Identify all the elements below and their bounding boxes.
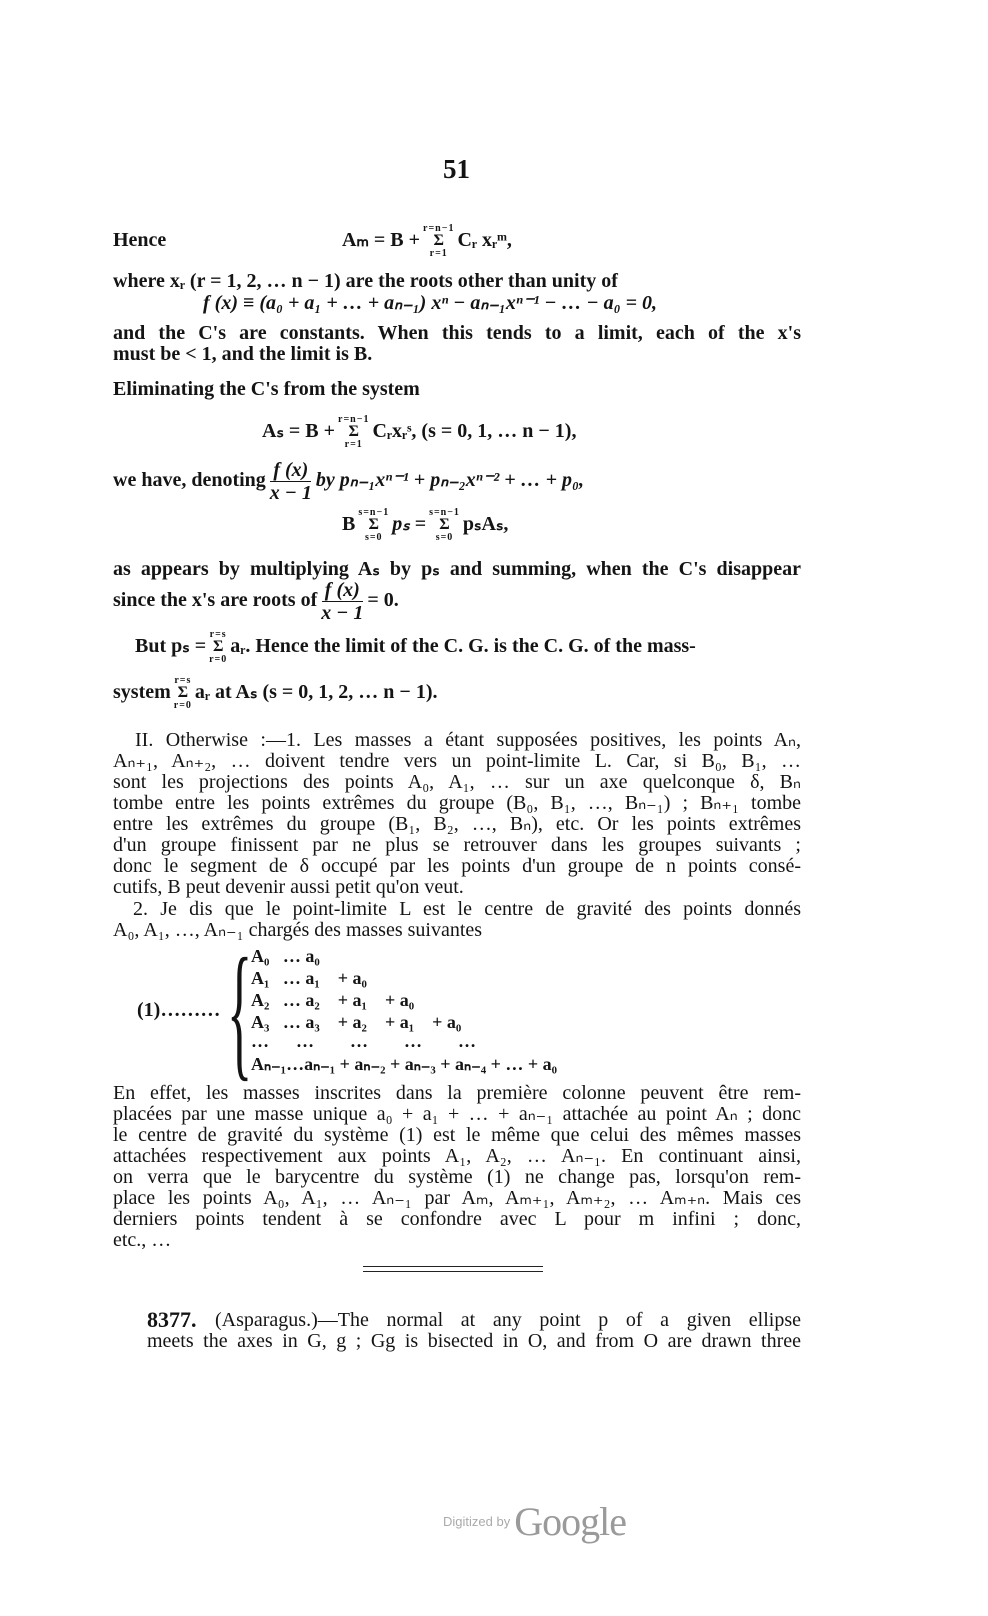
en-effet-line: on verra que le barycentre du système (1) ne change pas, lorsqu'on rem-	[113, 1166, 801, 1188]
otherwise-line: 2. Je dis que le point-limite L est le centre de gravité des points donnés	[133, 898, 801, 920]
text: = 0.	[367, 589, 399, 611]
otherwise-line: II. Otherwise :—1. Les masses a étant supposées positives, les points Aₙ,	[135, 729, 801, 751]
sum-upper: s=n−1	[358, 507, 390, 519]
appears-line: as appears by multiplying Aₛ by pₛ and summing, when the C's disappear	[113, 558, 801, 580]
hence-label: Hence	[113, 229, 167, 251]
section-divider	[363, 1271, 543, 1272]
otherwise-line: A₀, A₁, …, Aₙ₋₁ chargés des masses suivantes	[113, 919, 483, 941]
denoting-line	[113, 458, 584, 504]
sum-upper: r=n−1	[423, 223, 455, 235]
eq-mid: pₛ =	[392, 513, 427, 535]
system-row: Aₙ₋₁…aₙ₋₁ + aₙ₋₂ + aₙ₋₃ + aₙ₋₄ + … + a₀	[251, 1054, 558, 1074]
en-effet-line: etc., …	[113, 1229, 172, 1251]
sum-upper: r=n−1	[338, 414, 370, 426]
sigma-symbol: Σ	[177, 684, 189, 702]
otherwise-line: donc le segment de δ occupé par les points d'un groupe de n points consé-	[113, 855, 801, 877]
sigma-sum	[358, 507, 389, 543]
otherwise-line: Aₙ₊₁, Aₙ₊₂, … doivent tendre vers un point-limite L. Car, si B₀, B₁, …	[113, 750, 801, 772]
otherwise-line: d'un groupe finissent par ne plus se retrouver dans les groupes suivants ;	[113, 834, 801, 856]
where-line: where xᵣ (r = 1, 2, … n − 1) are the roots other than unity of	[113, 270, 618, 292]
but-line	[135, 624, 696, 668]
equation-b-sum	[342, 502, 508, 546]
en-effet-line: attachées respectivement aux points A₁, A₂, … Aₙ₋₁. En continuant ainsi,	[113, 1145, 801, 1167]
system-row: A₁ … a₁ + a₀	[251, 968, 367, 988]
page-number: 51	[443, 154, 470, 184]
en-effet-line: En effet, les masses inscrites dans la première colonne peuvent être rem-	[113, 1082, 801, 1104]
system-row: A₃ … a₃ + a₂ + a₁ + a₀	[251, 1012, 462, 1032]
text: we have, denoting	[113, 469, 266, 491]
text: But pₛ =	[135, 635, 207, 657]
otherwise-line: sont les projections des points A₀, A₁, … sur un axe quelconque δ, Bₙ	[113, 771, 801, 793]
eq-rhs: Cᵣ xᵣᵐ,	[457, 229, 512, 251]
denominator: x − 1	[321, 601, 364, 624]
denominator: x − 1	[269, 481, 312, 504]
en-effet-line: placées par une masse unique a₀ + a₁ + … + aₙ₋₁ attachée au point Aₙ ; donc	[113, 1103, 801, 1125]
en-effet-line: derniers points tendent à se confondre avec L pour m infini ; donc,	[113, 1208, 801, 1230]
equation-am	[342, 218, 512, 262]
sigma-symbol: Σ	[348, 423, 359, 441]
text: by pₙ₋₁xⁿ⁻¹ + pₙ₋₂xⁿ⁻² + … + p₀,	[315, 469, 584, 491]
otherwise-line: tombe entre les points extrêmes du groupe (B₀, B₁, …, Bₙ₋₁) ; Bₙ₊₁ tombe	[113, 792, 801, 814]
fraction	[321, 579, 363, 624]
system-label: (1)………	[137, 999, 221, 1021]
numerator: f (x)	[270, 459, 311, 482]
text: aᵣ. Hence the limit of the C. G. is the C. G. of the mass-	[230, 635, 696, 657]
google-logo: Google	[514, 1499, 626, 1544]
question-line: (Asparagus.)—The normal at any point p of a given ellipse	[215, 1309, 801, 1331]
eq-rhs: pₛAₛ,	[462, 513, 509, 535]
sum-lower: r=0	[173, 700, 192, 712]
sigma-symbol: Σ	[368, 516, 379, 534]
sum-upper: r=s	[174, 675, 192, 687]
text: since the x's are roots of	[113, 589, 318, 611]
sigma-sum	[209, 629, 227, 665]
sigma-symbol: Σ	[439, 516, 450, 534]
paragraph-line: must be < 1, and the limit is B.	[113, 343, 373, 365]
sigma-sum	[174, 675, 192, 711]
en-effet-line: place les points A₀, A₁, … Aₙ₋₁ par Aₘ, Aₘ₊₁, Aₘ₊₂, … Aₘ₊ₙ. Mais ces	[113, 1187, 801, 1209]
equation-as	[262, 409, 576, 453]
sigma-sum	[429, 507, 460, 543]
fraction	[270, 459, 312, 504]
sigma-symbol: Σ	[433, 232, 444, 250]
eq-rhs: Cᵣxᵣˢ, (s = 0, 1, … n − 1),	[372, 420, 577, 442]
sum-upper: r=s	[209, 629, 227, 641]
fx-equation: f (x) ≡ (a₀ + a₁ + … + aₙ₋₁) xⁿ − aₙ₋₁xⁿ⁻¹ − … − a₀ = 0,	[203, 292, 658, 314]
question-number: 8377.	[147, 1307, 197, 1332]
sum-lower: r=1	[344, 439, 363, 451]
text: system	[113, 681, 171, 703]
en-effet-line: le centre de gravité du système (1) est le même que celui des mêmes masses	[113, 1124, 801, 1146]
otherwise-line: cutifs, B peut devenir aussi petit qu'on veut.	[113, 876, 464, 898]
sigma-symbol: Σ	[212, 638, 224, 656]
paragraph-line: and the C's are constants. When this tends to a limit, each of the x's	[113, 322, 801, 344]
eq-lhs: Aₛ = B +	[262, 420, 336, 442]
eliminating-line: Eliminating the C's from the system	[113, 378, 420, 400]
section-divider	[363, 1266, 543, 1267]
otherwise-line: entre les extrêmes du groupe (B₁, B₂, …, Bₙ), etc. Or les points extrêmes	[113, 813, 801, 835]
text: aᵣ at Aₛ (s = 0, 1, 2, … n − 1).	[194, 681, 438, 703]
brace: {	[227, 928, 253, 1094]
sigma-sum	[338, 414, 369, 450]
sum-lower: r=0	[209, 654, 228, 666]
question-line: meets the axes in G, g ; Gg is bisected in O, and from O are drawn three	[147, 1330, 801, 1352]
system-row: A₀ … a₀	[251, 946, 320, 966]
sum-lower: r=1	[429, 248, 448, 260]
eq-lhs: Aₘ = B +	[342, 229, 421, 251]
sum-upper: s=n−1	[429, 507, 460, 519]
since-line	[113, 578, 399, 624]
sigma-sum	[423, 223, 454, 259]
numerator: f (x)	[322, 579, 363, 602]
system-line	[113, 670, 437, 714]
sum-lower: s=0	[435, 532, 454, 544]
sum-lower: s=0	[364, 532, 383, 544]
eq-b: B	[342, 513, 356, 535]
digitized-text: Digitized by	[443, 1514, 511, 1529]
system-row: A₂ … a₂ + a₁ + a₀	[251, 990, 415, 1010]
system-row: … … … … …	[251, 1031, 476, 1051]
digitized-by-google-watermark	[443, 1498, 626, 1545]
